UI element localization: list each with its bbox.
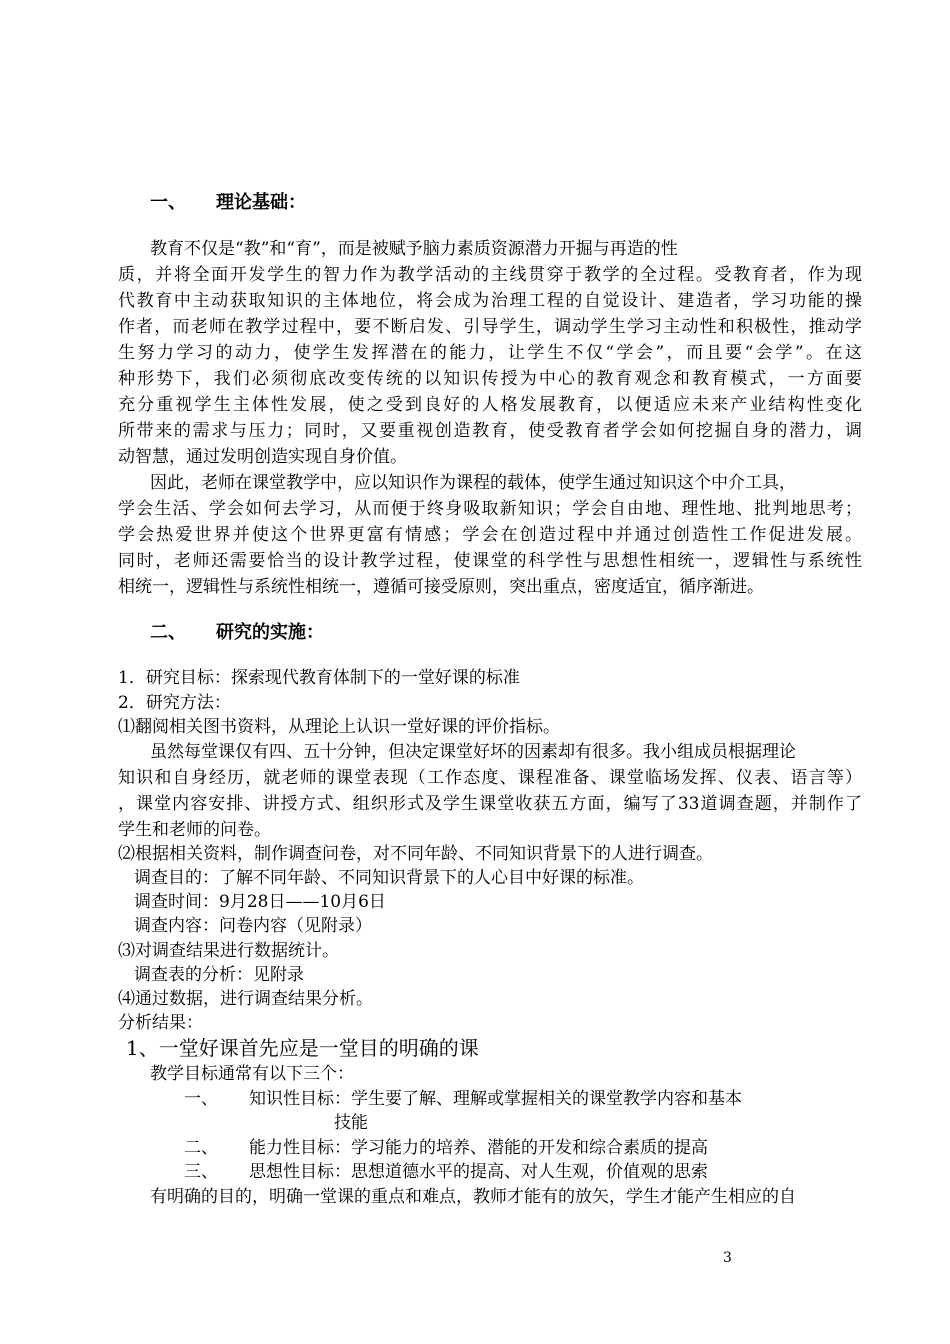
para1-line: 动智慧，通过发明创造实现自身价值。 bbox=[118, 447, 407, 467]
para2-line: 相统一，逻辑性与系统性相统一，遵循可接受原则，突出重点，密度适宜，循序渐进。 bbox=[118, 577, 764, 597]
survey-analysis: 调查表的分析：见附录 bbox=[134, 965, 304, 985]
method-3: ⑶对调查结果进行数据统计。 bbox=[118, 941, 339, 961]
goal-1-number: 一、 bbox=[184, 1089, 218, 1109]
para2-line: 学会生活、学会如何去学习，从而便于终身吸取新知识；学会自由地、理性地、批判地思考； bbox=[118, 499, 862, 519]
method-2: ⑵根据相关资料，制作调查问卷，对不同年龄、不同知识背景下的人进行调查。 bbox=[118, 844, 713, 864]
section2-title: 研究的实施： bbox=[216, 622, 324, 643]
para2-line: 同时，老师还需要恰当的设计教学过程，使课堂的科学性与思想性相统一，逻辑性与系统性 bbox=[118, 551, 862, 571]
teaching-goals-intro: 教学目标通常有以下三个： bbox=[150, 1064, 354, 1084]
para1-line: 代教育中主动获取知识的主体地位，将会成为治理工程的自觉设计、建造者，学习功能的操 bbox=[118, 291, 862, 311]
result-1-heading: 1、一堂好课首先应是一堂目的明确的课 bbox=[126, 1036, 479, 1060]
para1-line: 质，并将全面开发学生的智力作为教学活动的主线贯穿于教学的全过程。受教育者，作为现 bbox=[118, 265, 862, 285]
survey-time: 调查时间：9月28日——10月6日 bbox=[134, 892, 386, 912]
method-1-para-line: 知识和自身经历，就老师的课堂表现（工作态度、课程准备、课堂临场发挥、仪表、语言等） bbox=[118, 768, 862, 788]
goal-1-text: 知识性目标：学生要了解、理解或掌握相关的课堂教学内容和基本 bbox=[249, 1089, 742, 1109]
para1-line: 充分重视学生主体性发展，使之受到良好的人格发展教育，以便适应未来产业结构性变化 bbox=[118, 395, 862, 415]
survey-content: 调查内容：问卷内容（见附录） bbox=[134, 916, 372, 936]
para1-line: 教育不仅是“教”和“育”，而是被赋予脑力素质资源潜力开掘与再造的性 bbox=[150, 239, 678, 259]
survey-goal: 调查目的：了解不同年龄、不同知识背景下的人心目中好课的标准。 bbox=[134, 868, 644, 888]
research-method: 2．研究方法： bbox=[118, 693, 231, 713]
goal-3-number: 三、 bbox=[184, 1162, 218, 1182]
method-1-para-line: 虽然每堂课仅有四、五十分钟，但决定课堂好坏的因素却有很多。我小组成员根据理论 bbox=[150, 742, 796, 762]
method-4: ⑷通过数据，进行调查结果分析。 bbox=[118, 989, 373, 1009]
method-1: ⑴翻阅相关图书资料，从理论上认识一堂好课的评价指标。 bbox=[118, 717, 560, 737]
para1-line: 所带来的需求与压力；同时，又要重视创造教育，使受教育者学会如何挖掘自身的潜力，调 bbox=[118, 421, 862, 441]
goal-2-number: 二、 bbox=[184, 1138, 218, 1158]
page-number: 3 bbox=[723, 1250, 732, 1266]
para1-line: 作者，而老师在教学过程中，要不断启发、引导学生，调动学生学习主动性和积极性，推动学 bbox=[118, 317, 862, 337]
para2-line: 因此，老师在课堂教学中，应以知识作为课程的载体，使学生通过知识这个中介工具， bbox=[150, 473, 796, 493]
section2-number: 二、 bbox=[150, 622, 186, 643]
section1-number: 一、 bbox=[150, 192, 186, 213]
goal-3-text: 思想性目标：思想道德水平的提高、对人生观，价值观的思索 bbox=[249, 1162, 708, 1182]
para1-line: 生努力学习的动力，使学生发挥潜在的能力，让学生不仅“学会”，而且要“会学”。在这 bbox=[118, 343, 862, 363]
section1-title: 理论基础： bbox=[216, 192, 306, 213]
para2-line: 学会热爱世界并使这个世界更富有情感；学会在创造过程中并通过创造性工作促进发展。 bbox=[118, 525, 862, 545]
method-1-para-line: 学生和老师的问卷。 bbox=[118, 820, 271, 840]
analysis-result-label: 分析结果： bbox=[118, 1013, 203, 1033]
last-line: 有明确的目的，明确一堂课的重点和难点，教师才能有的放矢，学生才能产生相应的自 bbox=[150, 1187, 796, 1207]
goal-1-continuation: 技能 bbox=[334, 1113, 368, 1133]
method-1-para-line: ，课堂内容安排、讲授方式、组织形式及学生课堂收获五方面，编写了33道调查题，并制作了 bbox=[118, 794, 862, 814]
para1-line: 种形势下，我们必须彻底改变传统的以知识传授为中心的教育观念和教育模式，一方面要 bbox=[118, 369, 862, 389]
goal-2-text: 能力性目标：学习能力的培养、潜能的开发和综合素质的提高 bbox=[249, 1138, 708, 1158]
research-goal: 1．研究目标：探索现代教育体制下的一堂好课的标准 bbox=[118, 668, 520, 688]
